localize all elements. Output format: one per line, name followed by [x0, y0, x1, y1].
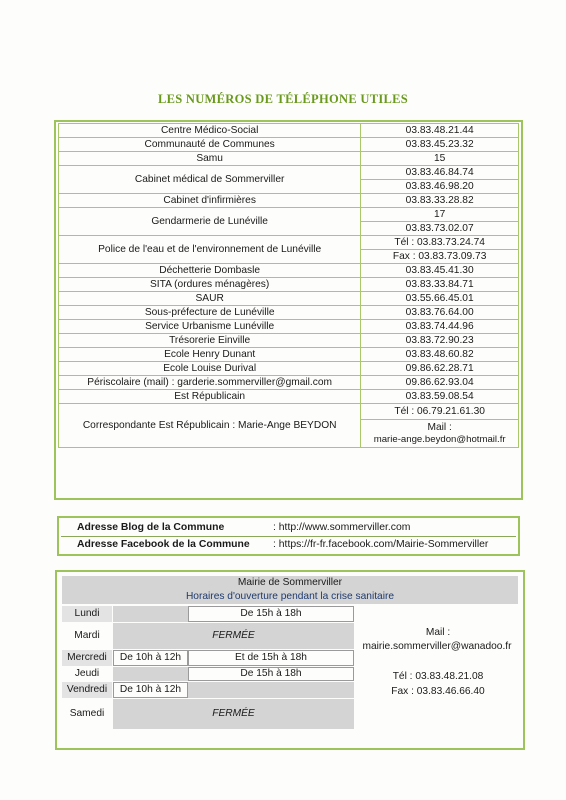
day-lundi: Lundi — [62, 606, 112, 622]
facebook-label: Adresse Facebook de la Commune — [77, 539, 250, 550]
mardi-closed: FERMÉE — [113, 623, 354, 649]
contact-name: SAUR — [59, 292, 361, 306]
contact-name: Gendarmerie de Lunéville — [59, 208, 361, 236]
contact-number: 09.86.62.28.71 — [361, 362, 519, 376]
day-mercredi: Mercredi — [62, 650, 112, 666]
table-row — [59, 194, 519, 208]
contact-number: 03.83.45.23.32 — [361, 138, 519, 152]
contact-name: Service Urbanisme Lunéville — [59, 320, 361, 334]
table-row — [59, 348, 519, 362]
blog-label: Adresse Blog de la Commune — [77, 522, 225, 533]
correspondant-name: Correspondante Est Républicain : Marie-Ange BEYDON — [59, 404, 361, 448]
page-title: LES NUMÉROS DE TÉLÉPHONE UTILES — [157, 92, 409, 106]
blog-row — [61, 520, 516, 536]
mairie-title: Mairie de Sommerviller — [237, 577, 343, 588]
table-row — [59, 404, 519, 420]
table-row — [59, 208, 519, 222]
phones-table — [58, 123, 519, 448]
jeudi-am-closed — [113, 667, 188, 681]
contact-name: Police de l'eau et de l'environnement de Lunéville — [59, 236, 361, 264]
table-row — [59, 138, 519, 152]
table-row — [59, 320, 519, 334]
contact-number: 03.83.73.02.07 — [361, 222, 519, 236]
links-section — [61, 520, 516, 553]
day-jeudi: Jeudi — [74, 668, 100, 679]
correspondant-mail-label: Mail : — [427, 422, 452, 434]
contact-number: 03.83.76.64.00 — [361, 306, 519, 320]
contact-name: Communauté de Communes — [59, 138, 361, 152]
contact-number: 17 — [361, 208, 519, 222]
day-samedi: Samedi — [69, 708, 105, 719]
mairie-mail-label: Mail : — [425, 627, 451, 638]
contact-number: 03.83.33.28.82 — [361, 194, 519, 208]
mercredi-am: De 10h à 12h — [113, 650, 188, 666]
table-row — [59, 334, 519, 348]
table-row — [59, 166, 519, 180]
contact-name: Ecole Louise Durival — [59, 362, 361, 376]
samedi-closed: FERMÉE — [113, 699, 354, 729]
table-row — [59, 152, 519, 166]
lundi-am-closed — [113, 606, 188, 622]
contact-number: 03.83.46.98.20 — [361, 180, 519, 194]
mairie-fax: Fax : 03.83.46.66.40 — [391, 686, 485, 697]
vendredi-am: De 10h à 12h — [113, 682, 188, 698]
contact-number: 03.55.66.45.01 — [361, 292, 519, 306]
contact-name: Périscolaire (mail) : garderie.sommerviller@gmail.com — [59, 376, 361, 390]
contact-name: Cabinet médical de Sommerviller — [59, 166, 361, 194]
contact-name: Trésorerie Einville — [59, 334, 361, 348]
day-mardi: Mardi — [74, 630, 100, 641]
facebook-link[interactable]: : https://fr-fr.facebook.com/Mairie-Sommerviller — [273, 539, 489, 550]
mercredi-pm: Et de 15h à 18h — [188, 650, 354, 666]
mairie-tel: Tél : 03.83.48.21.08 — [392, 671, 484, 682]
table-row — [59, 376, 519, 390]
contact-number: 03.83.59.08.54 — [361, 390, 519, 404]
contact-name: Centre Médico-Social — [59, 124, 361, 138]
vendredi-pm-closed — [188, 682, 354, 698]
correspondant-tel: Tél : 06.79.21.61.30 — [361, 404, 519, 420]
table-row — [59, 390, 519, 404]
contact-name: Est Républicain — [59, 390, 361, 404]
table-row — [59, 278, 519, 292]
contact-number: Fax : 03.83.73.09.73 — [361, 250, 519, 264]
jeudi-pm: De 15h à 18h — [188, 667, 354, 681]
mairie-mail[interactable]: mairie.sommerviller@wanadoo.fr — [362, 641, 512, 652]
contact-number: 09.86.62.93.04 — [361, 376, 519, 390]
mairie-hours — [62, 576, 518, 736]
contact-name: SITA (ordures ménagères) — [59, 278, 361, 292]
facebook-row — [61, 536, 516, 553]
contact-name: Cabinet d'infirmières — [59, 194, 361, 208]
contact-number: Tél : 03.83.73.24.74 — [361, 236, 519, 250]
contact-number: 03.83.46.84.74 — [361, 166, 519, 180]
contact-name: Samu — [59, 152, 361, 166]
mairie-subtitle: Horaires d'ouverture pendant la crise sanitaire — [185, 591, 395, 602]
table-row — [59, 362, 519, 376]
contact-name: Sous-préfecture de Lunéville — [59, 306, 361, 320]
correspondant-mail[interactable]: marie-ange.beydon@hotmail.fr — [373, 433, 506, 445]
contact-number: 03.83.74.44.96 — [361, 320, 519, 334]
contact-number: 15 — [361, 152, 519, 166]
contact-name: Ecole Henry Dunant — [59, 348, 361, 362]
correspondant-mail-cell — [361, 420, 519, 448]
table-row — [59, 264, 519, 278]
table-row — [59, 236, 519, 250]
contact-number: 03.83.48.21.44 — [361, 124, 519, 138]
table-row — [59, 292, 519, 306]
table-row — [59, 124, 519, 138]
lundi-pm: De 15h à 18h — [188, 606, 354, 622]
contact-number: 03.83.45.41.30 — [361, 264, 519, 278]
contact-number: 03.83.48.60.82 — [361, 348, 519, 362]
day-vendredi: Vendredi — [62, 682, 112, 698]
table-row — [59, 306, 519, 320]
contact-name: Déchetterie Dombasle — [59, 264, 361, 278]
contact-number: 03.83.72.90.23 — [361, 334, 519, 348]
blog-link[interactable]: : http://www.sommerviller.com — [273, 522, 411, 533]
contact-number: 03.83.33.84.71 — [361, 278, 519, 292]
